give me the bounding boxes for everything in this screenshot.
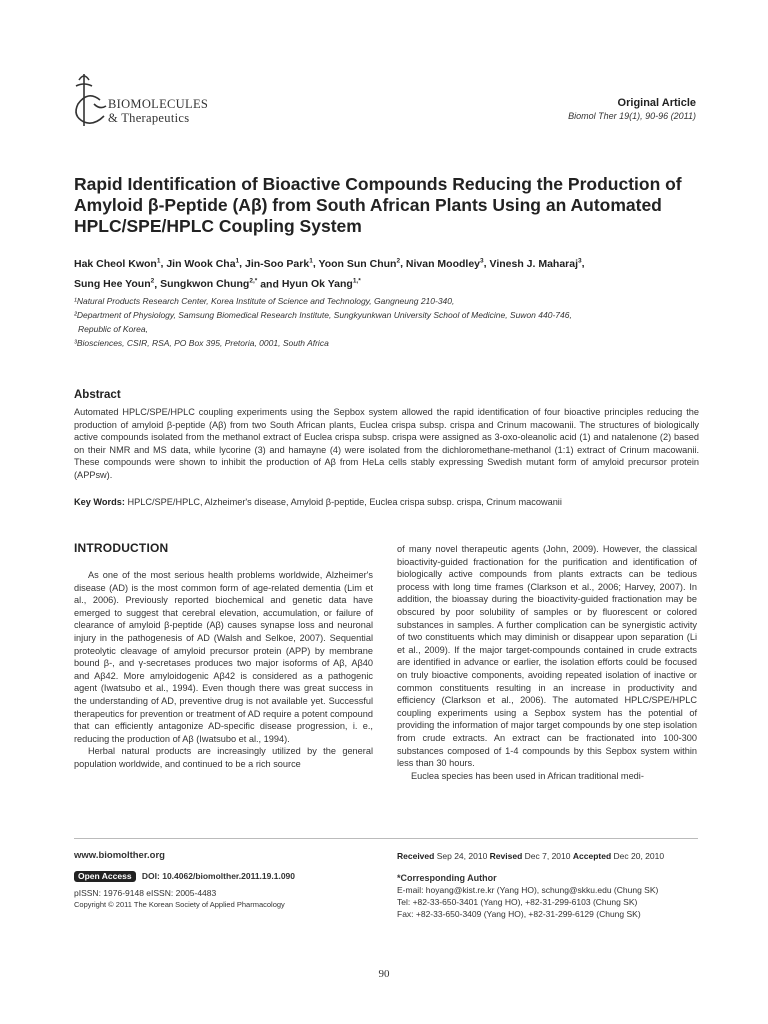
telephone: Tel: +82-33-650-3401 (Yang HO), +82-31-299-6103 (Chung SK) bbox=[397, 897, 638, 907]
footer-divider bbox=[74, 838, 698, 839]
paragraph: Herbal natural products are increasingly utilized by the general population worldwide, and continued to be a rich source bbox=[74, 746, 373, 769]
author: Hak Cheol Kwon$^1$ bbox=[74, 257, 161, 270]
author: Jin Wook Cha$^1$ bbox=[166, 257, 240, 270]
keywords-text: HPLC/SPE/HPLC, Alzheimer's disease, Amyloid β-peptide, Euclea crispa subsp. crispa, Crinum macowanii bbox=[127, 497, 562, 507]
affiliation: ³Biosciences, CSIR, RSA, PO Box 395, Pretoria, 0001, South Africa bbox=[74, 338, 329, 348]
copyright: Copyright © 2011 The Korean Society of Applied Pharmacology bbox=[74, 900, 285, 909]
open-access-badge: Open Access bbox=[74, 871, 136, 882]
author: Sungkwon Chung$^{2,*}$ bbox=[160, 277, 258, 290]
author-list: Hak Cheol Kwon$^1$, Jin Wook Cha$^1$, Jin-Soo Park$^1$, Yoon Sun Chun$^2$, Nivan Moodley$^3$, Vinesh J. Maharaj$^3$, Sung Hee Youn$^2$, Sungkwon Chung$^{2,*}$ and Hyun Ok Yang$^{1,*}$ bbox=[74, 257, 585, 290]
paragraph: of many novel therapeutic agents (John, 2009). However, the classical bioactivity-guided fractionation for the purification and identification of biologically active compounds from plants extracts can be tedious process with long time frames (Clarkson et al., 2006; Harvey, 2007). In addition, the bioassay during the bioactivity-guided fractionation may be obscured by poor solubility of samples or by fluorescent or colored substances in samples. A further complication can be synergistic activity of two constituents which may diminish or disappear upon separation (Li et al., 2009). If the major target-compounds contained in crude extracts are identified in advance or earlier, the isolation efforts could be focused on truly bioactive components, avoiding repeated isolation of inactive or common constituents resulting in an increase in productivity and efficiency (Clarkson et al., 2006). The automated HPLC/SPE/HPLC coupling experiments using a Sepbox system has the potential of providing the information of major target compounds by one step isolation from crude extracts. An extract can be fractionated into 100-300 substances composed of 1-4 compounds by this Sepbox system within less than 30 hours. bbox=[397, 544, 697, 769]
abstract-text: Automated HPLC/SPE/HPLC coupling experiments using the Sepbox system allowed the rapid identification of four bioactive principles reducing the production of amyloid β-peptide (Aβ) from two South African plants, Euclea crispa subsp. crispa and Crinum macowanii. The structures of biologically active compounds isolated from the methanol extract of Euclea crispa subsp. crispa were assigned as 3-oxo-oleanolic acid (1) and natalenone (2) based on their NMR and MS data, while lycorine (3) and hamayne (4) were isolated from the dichloromethane-methanol (1:1) extract of Crinum macowanii. These compounds were shown to inhibit the production of Aβ from HeLa cells stably expressing Swedish mutant form of amyloid precursor protein (APPsw). bbox=[74, 407, 699, 480]
footer-dates-contact bbox=[397, 850, 707, 920]
paragraph: As one of the most serious health problems worldwide, Alzheimer's disease (AD) is the most common form of age-related dementia (Lim et al., 2006). Previously reported biochemical and genetic data have emerged to suggest that cerebral elevation, accumulation, or failure of clearance of amyloid β-peptide (Aβ) causes synapse loss and neuronal injury in the pathogenesis of AD (Walsh and Selkoe, 2007). Sequential proteolytic cleavage of amyloid precursor protein (APP) by membrane bound β-, and γ-secretases produces two major isoforms of Aβ, Aβ40 and Aβ42. More amyloidogenic Aβ42 is considered as a pathogenic agent (Iwatsubo et al., 1994). Even though there was great success in the understanding of AD, preventive drug is not available yet. Successful therapeutics for prevention or treatment of AD require a potent compound that can efficiently antagonize AD-specific disease progression, i. e., reducing the production of Aβ (Iwatsubo et al., 1994). bbox=[74, 570, 373, 744]
section-heading-introduction: INTRODUCTION bbox=[74, 541, 169, 555]
affiliations bbox=[74, 294, 704, 350]
keywords bbox=[74, 496, 699, 509]
affiliation: ²Department of Physiology, Samsung Biomedical Research Institute, Sungkyunkwan University School of Medicine, Suwon 440-746, bbox=[74, 310, 572, 320]
article-type: Original Article bbox=[617, 97, 696, 109]
author: Yoon Sun Chun$^2$ bbox=[318, 257, 401, 270]
keywords-label: Key Words: bbox=[74, 497, 125, 507]
journal-name-line2: & Therapeutics bbox=[108, 111, 190, 125]
footer-journal-info bbox=[74, 850, 384, 911]
page-number: 90 bbox=[378, 968, 390, 980]
body-column-left bbox=[74, 569, 373, 771]
body-column-right bbox=[397, 543, 697, 782]
corresponding-author-heading: *Corresponding Author bbox=[397, 873, 497, 883]
citation: Biomol Ther 19(1), 90-96 (2011) bbox=[568, 111, 696, 121]
email: E-mail: hoyang@kist.re.kr (Yang HO), schung@skku.edu (Chung SK) bbox=[397, 885, 659, 895]
journal-logo-icon bbox=[70, 70, 110, 130]
fax: Fax: +82-33-650-3409 (Yang HO), +82-31-299-6129 (Chung SK) bbox=[397, 909, 641, 919]
issn: pISSN: 1976-9148 eISSN: 2005-4483 bbox=[74, 888, 217, 898]
affiliation: ¹Natural Products Research Center, Korea Institute of Science and Technology, Gangneung 210-340, bbox=[74, 296, 455, 306]
affiliation: Republic of Korea, bbox=[78, 324, 148, 334]
doi-link[interactable]: DOI: 10.4062/biomolther.2011.19.1.090 bbox=[141, 871, 296, 881]
author: Jin-Soo Park$^1$ bbox=[245, 257, 313, 270]
author: Nivan Moodley$^3$ bbox=[405, 257, 484, 270]
paper-title: Rapid Identification of Bioactive Compounds Reducing the Production of Amyloid β-Peptide (Aβ) from South African Plants Using an Automated HPLC/SPE/HPLC Coupling System bbox=[74, 174, 682, 236]
author: Hyun Ok Yang$^{1,*}$ bbox=[281, 277, 361, 290]
article-dates: Received Sep 24, 2010 Revised Dec 7, 2010 Accepted Dec 20, 2010 bbox=[397, 851, 665, 861]
journal-url-link[interactable]: www.biomolther.org bbox=[74, 850, 165, 861]
author: Vinesh J. Maharaj$^3$ bbox=[489, 257, 582, 270]
paragraph: Euclea species has been used in African traditional medi- bbox=[411, 770, 644, 781]
abstract-heading: Abstract bbox=[74, 389, 121, 401]
author: Sung Hee Youn$^2$ bbox=[74, 277, 155, 290]
journal-name-line1: BIOMOLECULES bbox=[108, 97, 209, 111]
journal-name bbox=[108, 97, 208, 125]
